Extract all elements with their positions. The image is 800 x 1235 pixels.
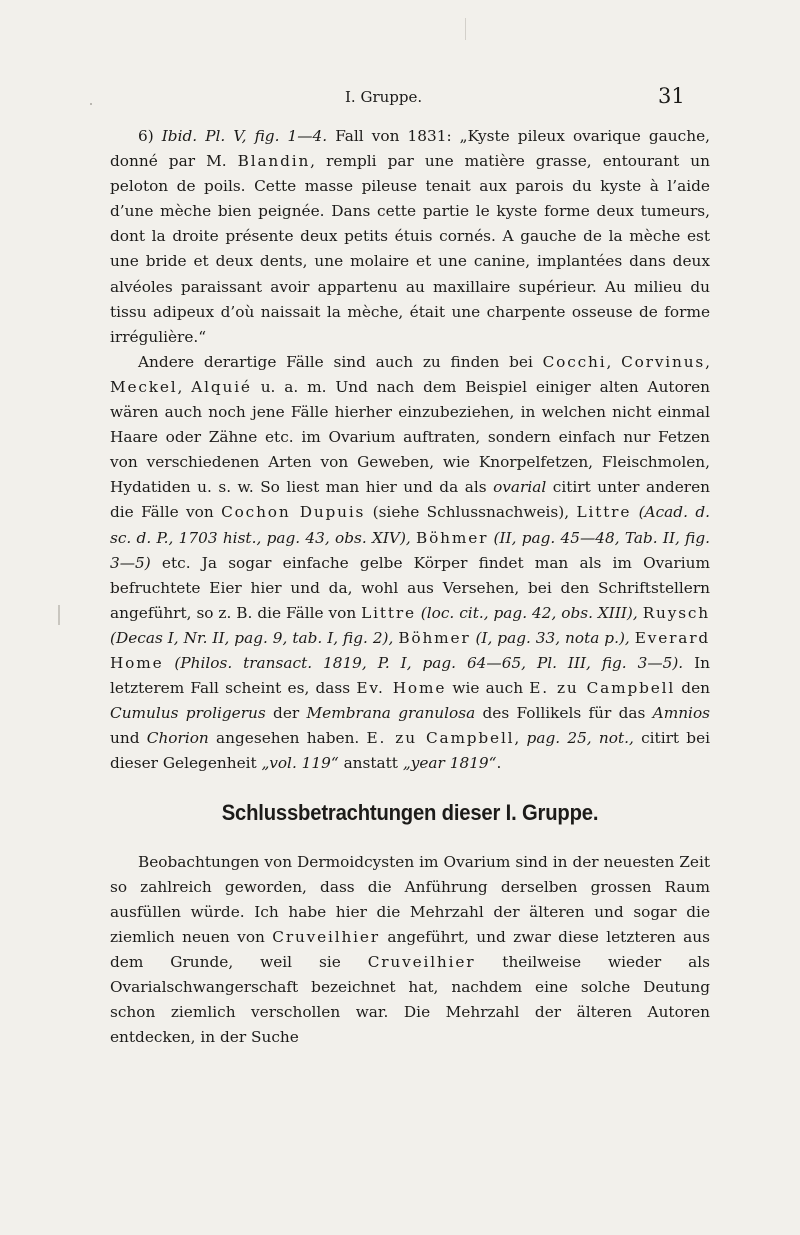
author-name: Ruysch xyxy=(642,603,710,622)
section-heading: Schlussbetrachtungen dieser I. Gruppe. xyxy=(221,800,599,826)
author-name: Cocchi xyxy=(542,352,607,371)
source-reference: (II, pag. 45—48, Tab. II, fig. 3—5) xyxy=(110,528,710,572)
source-reference: Ibid. Pl. V, fig. 1—4. xyxy=(161,127,328,145)
author-name: E. zu Campbell xyxy=(529,679,676,698)
author-name: Böhmer xyxy=(398,628,471,647)
running-title: I. Gruppe. xyxy=(345,88,423,106)
source-reference: (Acad. d. sc. d. P., 1703 hist., pag. 43, obs. XIV), xyxy=(110,503,710,547)
author-name: E. zu Campbell xyxy=(366,729,515,748)
author-name: Cruveilhier xyxy=(367,952,476,971)
author-name: Littre xyxy=(576,503,632,522)
author-name: Böhmer xyxy=(416,528,489,547)
author-name: Blandin xyxy=(237,152,311,171)
author-name: Ev. Home xyxy=(356,679,447,698)
author-name: Cochon Dupuis xyxy=(221,503,366,522)
author-name: Meckel xyxy=(110,377,178,396)
author-name: Littre xyxy=(361,603,416,622)
author-name: Everard Home xyxy=(110,628,710,672)
paragraph-citation-6: 6) Ibid. Pl. V, fig. 1—4. Fall von 1831: „Kyste pileux ovarique gauche, donné par M. Blandin, rempli par une matière grasse, entourant un peloton de poils. Cette masse pileuse tenait aux parois du kyste à l’aide d’une mèche bien peignée. Dans cette partie le kyste forme deux tumeurs, dont la droite présente deux petits étuis cornés. A gauche de la mèche est une bride et deux dents, une molaire et une canine, implantées dans deux alvéoles paraissant avoir appartenu au maxillaire supérieur. Au milieu du tissu adipeux d’où naissait la mèche, était une charpente osseuse de forme irrégulière.“ xyxy=(110,127,710,346)
source-reference: (loc. cit., pag. 42, obs. XIII), xyxy=(415,603,643,622)
scan-mark xyxy=(465,18,466,40)
source-reference: (I, pag. 33, nota p.), xyxy=(470,628,635,647)
author-name: Cruveilhier xyxy=(272,927,380,946)
body-text xyxy=(110,124,710,1050)
page-number: 31 xyxy=(658,84,685,108)
author-name: Corvinus xyxy=(621,352,706,371)
author-name: Alquié xyxy=(191,377,252,396)
running-head xyxy=(0,84,800,112)
source-reference: (Philos. transact. 1819, P. I, pag. 64—65, Pl. III, fig. 3—5). xyxy=(163,653,684,672)
paragraph-other-cases: Andere derartige Fälle sind auch zu finden bei Cocchi, Corvinus, Meckel, Alquié u. a. m. Und nach dem Beispiel einiger alten Autoren wären auch noch jene Fälle hierher einzubeziehen, in welchen nicht einmal Haare oder Zähne etc. im Ovarium auftraten, sondern einfach nur Fetzen von verschiedenen Arten von Geweben, wie Knorpelfetzen, Fleischmolen, Hydatiden u. s. w. So liest man hier und da als ovarial citirt unter anderen die Fälle von Cochon Dupuis (siehe Schlussnachweis), Littre (Acad. d. sc. d. P., 1703 hist., pag. 43, obs. XIV), Böhmer (II, pag. 45—48, Tab. II, fig. 3—5) etc. Ja sogar einfache gelbe Körper findet man als im Ovarium befruchtete Eier hier und da, wohl aus Versehen, bei den Schriftstellern angeführt, so z. B. die Fälle von Littre (loc. cit., pag. 42, obs. XIII), Ruysch (Decas I, Nr. II, pag. 9, tab. I, fig. 2), Böhmer (I, pag. 33, nota p.), Everard Home (Philos. transact. 1819, P. I, pag. 64—65, Pl. III, fig. 3—5). In letzterem Fall scheint es, dass Ev. Home wie auch E. zu Campbell den Cumulus proligerus der Membrana granulosa des Follikels für das Amnios und Chorion angesehen haben. E. zu Campbell, pag. 25, not., citirt bei dieser Gelegenheit „vol. 119“ anstatt „year 1819“. xyxy=(110,352,711,773)
margin-mark xyxy=(58,605,60,625)
source-reference: (Decas I, Nr. II, pag. 9, tab. I, fig. 2), xyxy=(110,628,399,647)
paragraph-conclusions: Beobachtungen von Dermoidcysten im Ovarium sind in der neuesten Zeit so zahlreich geworden, dass die Anführung derselben grossen Raum ausfüllen würde. Ich habe hier die Mehrzahl der älteren und sogar die ziemlich neuen von Cruveilhier angeführt, und zwar diese letzteren aus dem Grunde, weil sie Cruveilhier theilweise wieder als Ovarialschwangerschaft bezeichnet hat, nachdem eine solche Deutung schon ziemlich verschollen war. Die Mehrzahl der älteren Autoren entdecken, in der Suche xyxy=(110,852,710,1047)
